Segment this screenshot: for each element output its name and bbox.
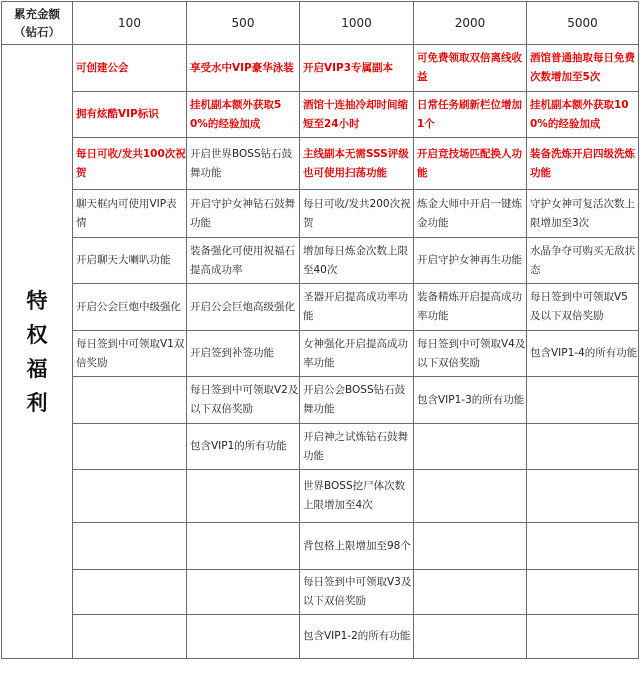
privilege-cell: 增加每日炼金次数上限至40次 xyxy=(300,238,414,284)
privilege-cell: 可创建公会 xyxy=(73,45,187,92)
privilege-cell: 水晶争夺可购买无敌状态 xyxy=(527,238,639,284)
privilege-cell: 每日签到中可领取V2及以下双倍奖励 xyxy=(187,377,300,424)
privilege-cell: 挂机副本额外获取50%的经验加成 xyxy=(187,92,300,138)
table-row xyxy=(2,331,639,377)
privilege-cell xyxy=(73,523,187,570)
table-row xyxy=(2,238,639,284)
table-row xyxy=(2,523,639,570)
privilege-cell xyxy=(73,570,187,615)
privilege-cell: 开启公会BOSS钻石鼓舞功能 xyxy=(300,377,414,424)
privilege-cell: 装备强化可使用祝福石提高成功率 xyxy=(187,238,300,284)
privilege-side-label xyxy=(2,45,73,659)
side-label-char: 利 xyxy=(26,390,48,415)
privilege-cell xyxy=(187,523,300,570)
privilege-cell xyxy=(187,615,300,659)
privilege-cell: 可免费领取双倍离线收益 xyxy=(414,45,527,92)
privilege-cell: 每日签到中可领取V5及以下双倍奖励 xyxy=(527,284,639,331)
privilege-cell xyxy=(187,570,300,615)
side-label-char: 权 xyxy=(26,322,48,347)
privilege-cell: 每日可收/发共100次祝贺 xyxy=(73,138,187,190)
privilege-cell: 享受水中VIP豪华泳装 xyxy=(187,45,300,92)
privilege-cell xyxy=(187,470,300,523)
privilege-cell xyxy=(527,377,639,424)
privilege-cell: 开启VIP3专属副本 xyxy=(300,45,414,92)
table-row xyxy=(2,570,639,615)
privilege-cell: 守护女神可复活次数上限增加至3次 xyxy=(527,190,639,238)
privilege-cell: 开启公会巨炮高级强化 xyxy=(187,284,300,331)
privilege-cell: 开启公会巨炮中级强化 xyxy=(73,284,187,331)
privilege-cell: 世界BOSS挖尸体次数上限增加至4次 xyxy=(300,470,414,523)
table-row xyxy=(2,284,639,331)
table-row xyxy=(2,424,639,470)
privilege-cell: 包含VIP1的所有功能 xyxy=(187,424,300,470)
privilege-cell xyxy=(73,615,187,659)
tier-header: 100 xyxy=(73,2,187,45)
privilege-cell: 挂机副本额外获取100%的经验加成 xyxy=(527,92,639,138)
side-label-char: 福 xyxy=(26,356,48,381)
privilege-cell: 开启神之试炼钻石鼓舞功能 xyxy=(300,424,414,470)
privilege-cell: 酒馆十连抽冷却时间缩短至24小时 xyxy=(300,92,414,138)
table-row xyxy=(2,138,639,190)
privilege-cell xyxy=(527,570,639,615)
privilege-cell: 装备精炼开启提高成功率功能 xyxy=(414,284,527,331)
table-body xyxy=(2,45,639,659)
privilege-cell: 聊天框内可使用VIP表情 xyxy=(73,190,187,238)
side-label-char: 特 xyxy=(26,288,48,313)
tier-header: 1000 xyxy=(300,2,414,45)
tier-header: 500 xyxy=(187,2,300,45)
privilege-cell xyxy=(73,377,187,424)
privilege-cell: 开启世界BOSS钻石鼓舞功能 xyxy=(187,138,300,190)
privilege-cell: 每日可收/发共200次祝贺 xyxy=(300,190,414,238)
privilege-cell xyxy=(73,424,187,470)
tier-header: 2000 xyxy=(414,2,527,45)
privilege-cell: 炼金大师中开启一键炼金功能 xyxy=(414,190,527,238)
header-row xyxy=(2,2,639,45)
privilege-cell: 背包格上限增加至98个 xyxy=(300,523,414,570)
privilege-cell xyxy=(527,615,639,659)
privilege-cell: 包含VIP1-4的所有功能 xyxy=(527,331,639,377)
privilege-cell: 每日签到中可领取V4及以下双倍奖励 xyxy=(414,331,527,377)
header-corner-line2: （钻石） xyxy=(14,25,60,39)
privilege-cell: 开启签到补签功能 xyxy=(187,331,300,377)
table-row xyxy=(2,615,639,659)
privilege-cell: 酒馆普通抽取每日免费次数增加至5次 xyxy=(527,45,639,92)
table-row xyxy=(2,92,639,138)
vip-privileges-table xyxy=(1,1,639,659)
privilege-cell: 每日签到中可领取V1双倍奖励 xyxy=(73,331,187,377)
privilege-cell: 装备洗炼开启四级洗炼功能 xyxy=(527,138,639,190)
privilege-cell: 开启竞技场匹配换人功能 xyxy=(414,138,527,190)
privilege-cell: 开启守护女神再生功能 xyxy=(414,238,527,284)
table-row xyxy=(2,45,639,92)
privilege-cell xyxy=(527,523,639,570)
privilege-cell xyxy=(414,470,527,523)
privilege-cell xyxy=(527,470,639,523)
table-row xyxy=(2,377,639,424)
header-corner-line1: 累充金额 xyxy=(14,7,60,21)
privilege-cell: 开启守护女神钻石鼓舞功能 xyxy=(187,190,300,238)
table-row xyxy=(2,470,639,523)
header-corner-cell xyxy=(2,2,73,45)
privilege-cell xyxy=(414,424,527,470)
privilege-cell: 女神强化开启提高成功率功能 xyxy=(300,331,414,377)
privilege-cell: 日常任务刷新栏位增加1个 xyxy=(414,92,527,138)
privilege-cell: 包含VIP1-3的所有功能 xyxy=(414,377,527,424)
privilege-cell: 拥有炫酷VIP标识 xyxy=(73,92,187,138)
privilege-cell xyxy=(414,570,527,615)
privilege-cell: 圣器开启提高成功率功能 xyxy=(300,284,414,331)
privilege-cell xyxy=(414,523,527,570)
table-row xyxy=(2,190,639,238)
privilege-cell: 开启聊天大喇叭功能 xyxy=(73,238,187,284)
privilege-cell: 每日签到中可领取V3及以下双倍奖励 xyxy=(300,570,414,615)
privilege-cell: 包含VIP1-2的所有功能 xyxy=(300,615,414,659)
privilege-cell: 主线副本无需SSS评级也可使用扫荡功能 xyxy=(300,138,414,190)
privilege-cell xyxy=(414,615,527,659)
privilege-cell xyxy=(527,424,639,470)
privilege-cell xyxy=(73,470,187,523)
tier-header: 5000 xyxy=(527,2,639,45)
